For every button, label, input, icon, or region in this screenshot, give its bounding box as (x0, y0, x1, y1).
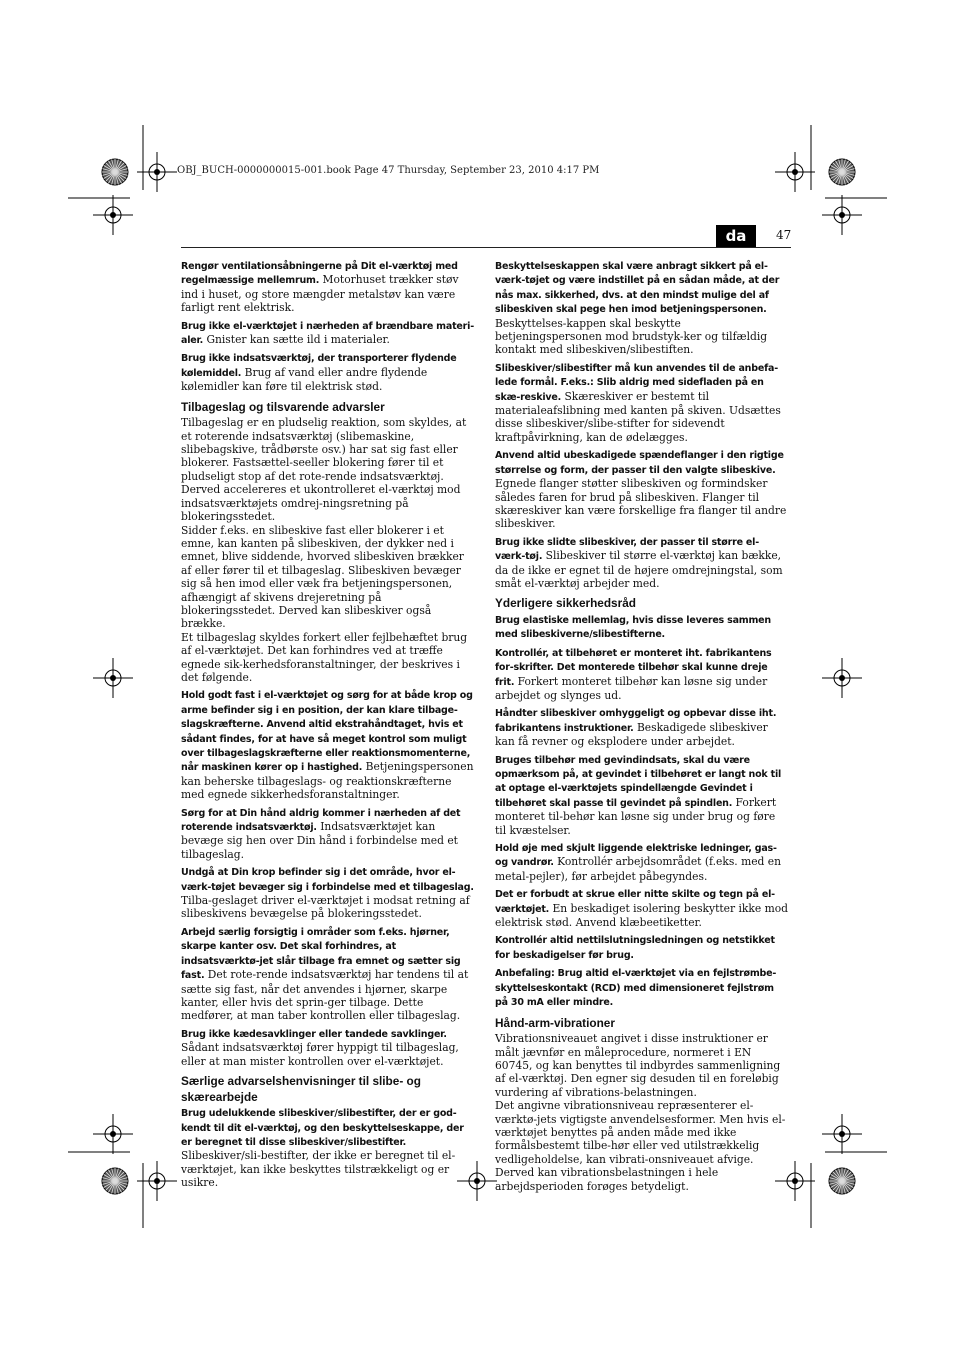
body-text: Forkert monteret til-behør kan løsne sig under brug og føre til kvæstelser. (495, 795, 777, 837)
body-text: Brug af vand eller andre flydende kølemidler kan føre til elektrisk stød. (181, 365, 428, 394)
body-text: Tilba-geslaget driver el-værktøjet i modsat retning af slibeskivens bevægelse på blokeringsstedet. (181, 894, 470, 921)
body-text: Beskadigede slibeskiver kan få revner og eksplodere under arbejdet. (495, 720, 768, 749)
body-text: Det rote-rende indsatsværktøj har tendens til at sætte sig fast, når det anvendes i hjørner, skarpe kanter, eller hvis det sprin-ger tilbage. Dette medfører, at man taber kontrollen eller tilbageslag. (181, 968, 469, 1023)
paragraph (495, 361, 789, 444)
registration-crosshair (787, 164, 803, 180)
paragraph (181, 865, 475, 921)
print-slug: OBJ_BUCH-0000000015-001.book Page 47 Thursday, September 23, 2010 4:17 PM (177, 165, 600, 176)
bold-text: Slibeskiver/slibestifter må kun anvendes til de anbefa-lede formål. F.eks.: Slib aldrig med sidefladen på en skæ-reskive. (495, 362, 778, 403)
registration-crosshair (149, 1173, 165, 1189)
section-heading: Tilbageslag og tilsvarende advarsler (181, 399, 385, 414)
body-text: Egnede flanger støtter slibeskiven og formindsker således faren for brud på slibeskiven. Flanger til skæreskiver kan være forskellige fra flanger til andre slibeskiver. (495, 477, 787, 531)
bold-text: Beskyttelseskappen skal være anbragt sikkert på el-værk-tøjet og være indstillet på en sådan måde, at der nås max. sikkerhed, dvs. at den mindst mulige del af slibeskiven skal pege hen imod betjeningspersonen. (495, 261, 780, 316)
language-badge: da (716, 225, 756, 247)
color-target (829, 159, 855, 185)
bold-text: Anbefaling: Brug altid el-værktøjet via en fejlstrømbe-skyttelseskontakt (RCD) med dimensioneret fejlstrøm på 30 mA eller mindre. (495, 968, 777, 1009)
paragraph (495, 966, 789, 1009)
body-text: Tilbageslag er en pludselig reaktion, som skyldes, at et roterende indsatsværktøj (slibemaskine, slibebagskive, trådbørste osv.) har sat sig fast eller blokerer. Fastsættel-seeller blokering fører til et pludseligt stop af det rote-rende indsatsværktøj. Derved accelereres et ukontrolleret el-værktøj mod indsatsværktøjets omdrej-ningsretning på blokeringsstedet. (181, 416, 467, 524)
paragraph (495, 933, 789, 962)
bold-text: Kontrollér, at tilbehøret er monteret iht. fabrikantens for-skrifter. Det monterede tilbehør skal kunne dreje frit. (495, 647, 772, 688)
body-text: Betjeningspersonen kan beherske tilbageslags- og reaktionskræfterne med egnede sikkerhedsforanstaltninger. (181, 760, 474, 802)
body-text: Indsatsværktøjet kan bevæge sig hen over Din hånd i forbindelse med et tilbageslag. (181, 820, 458, 861)
bold-text: Brug udelukkende slibeskiver/slibestifter, der er god-kendt til dit el-værktøj, og den beskyttelseskappe, der er beregnet til disse slibeskiver/slibestifter. (181, 1108, 464, 1148)
body-text: Det angivne vibrationsniveau repræsenterer el-værktø-jets vigtigste anvendelsesformer. Men hvis el-værktøjet benyttes på anden måde med ikke formålsbestemt tilbe-hør eller ved utilstrækkelig vedligeholdelse, kan vibrati-onsniveauet afvige. Derved kan vibrationsbelastningen i hele arbejdsperioden forøges betydeligt. (495, 1099, 786, 1193)
registration-crosshair (105, 670, 121, 686)
body-text: Slibeskiver/sli-bestifter, der ikke er beregnet til el-værktøjet, kan ikke beskyttes tilstrækkeligt og er usikre. (181, 1149, 456, 1190)
paragraph (495, 535, 789, 591)
body-text: Motorhuset trækker støv ind i huset, og store mængder metalstøv kan være farligt rent elektrisk. (181, 273, 459, 315)
paragraph (495, 259, 789, 357)
bold-text: Hold godt fast i el-værktøjet og sørg for at både krop og arme befinder sig i en position, der kan klare tilbage-slagskræfterne. Anvend altid ekstrahåndtaget, hvis et sådant findes, for at have så meget kontrol som muligt over tilbageslagskræfterne eller reaktionsmomenterne, når maskinen kører op i hastighed. (181, 690, 473, 774)
paragraph (495, 887, 789, 929)
paragraph (495, 613, 789, 642)
paragraph (181, 416, 475, 523)
color-target (102, 159, 128, 185)
bold-text: Sørg for at Din hånd aldrig kommer i nærheden af det roterende indsatsværktøj. (181, 807, 461, 834)
registration-crosshair (105, 207, 121, 223)
paragraph (181, 1106, 475, 1189)
paragraph (181, 1027, 475, 1068)
body-text: Skæreskiver er bestemt til materialeafslibning med kanten på skiven. Udsættes disse slibeskiver/slibe-stifter for sidevendt kraftpåvirkning, kan de ødelægges. (495, 389, 781, 444)
bold-text: Håndter slibeskiver omhyggeligt og opbevar disse iht. fabrikantens instruktioner. (495, 708, 777, 734)
bold-text: Det er forbudt at skrue eller nitte skilte og tegn på el-værktøjet. (495, 889, 775, 915)
paragraph (495, 753, 789, 837)
color-target (102, 1168, 128, 1194)
registration-crosshair (105, 1126, 121, 1142)
paragraph (495, 448, 789, 530)
paragraph (495, 1032, 789, 1099)
registration-crosshair (834, 670, 850, 686)
registration-crosshair (834, 207, 850, 223)
section-heading: Hånd-arm-vibrationer (495, 1015, 615, 1030)
bold-text: Kontrollér altid nettilslutningsledningen og netstikket for beskadigelser før brug. (495, 935, 775, 961)
body-text: Forkert monteret tilbehør kan løsne sig under arbejdet og slynges ud. (495, 674, 768, 702)
body-text: En beskadiget isolering beskytter ikke mod elektrisk stød. Anvend klæbeetiketter. (495, 901, 788, 930)
body-text: Sidder f.eks. en slibeskive fast eller blokerer i et emne, kan kanten på slibeskiven, der dykker ned i emnet, blive siddende, hvorved slibeskiven brækker af eller fører til et tilbageslag. Slibeskiven bevæger sig så hen imod eller væk fra betjeningspersonen, afhængigt af skivens drejeretning på blokeringsstedet. Derved kan slibeskiver også brække. (181, 523, 464, 631)
bold-text: Brug elastiske mellemlag, hvis disse leveres sammen med slibeskiverne/slibestifterne. (495, 614, 771, 641)
body-text: Gnister kan sætte ild i materialer. (203, 333, 390, 347)
paragraph (495, 706, 789, 748)
paragraph (495, 841, 789, 883)
bold-text: Brug ikke slidte slibeskiver, der passer til større el-værk-tøj. (495, 536, 759, 563)
section-heading: Særlige advarselshenvisninger til slibe- og skærearbejde (181, 1073, 421, 1104)
body-text: Beskyttelses-kappen skal beskytte betjeningspersonen mod brudstyk-ker og tilfældig kontakt med slibeskiven/slibestiften. (495, 316, 768, 357)
paragraph (495, 1099, 789, 1193)
section-heading: Yderligere sikkerhedsråd (495, 596, 636, 611)
body-text: Kontrollér arbejdsområdet (f.eks. med en metal-pejler), før arbejdet påbegyndes. (495, 855, 782, 883)
bold-text: Rengør ventilationsåbningerne på Dit el-værktøj med regelmæssige mellemrum. (181, 261, 458, 287)
registration-crosshair (787, 1173, 803, 1189)
body-text: Slibeskiver til større el-værktøj kan bække, da de ikke er egnet til de højere omdrejningstal, som småt el-værktøj arbejder med. (495, 549, 783, 590)
bold-text: Brug ikke kædesavklinger eller tandede savklinger. (181, 1028, 447, 1040)
paragraph (181, 688, 475, 801)
registration-crosshair (149, 164, 165, 180)
paragraph (181, 351, 475, 393)
page-number: 47 (776, 228, 792, 242)
right-column (495, 259, 789, 1197)
paragraph (181, 925, 475, 1023)
paragraph (181, 319, 475, 348)
paragraph (181, 524, 475, 631)
body-text: Et tilbageslag skyldes forkert eller fejlbehæftet brug af el-værktøjet. Det kan forhindres ved at træffe egnede sik-kerhedsforanstaltninger, der beskrives i det følgende. (181, 630, 468, 684)
registration-crosshair (834, 1126, 850, 1142)
color-target (829, 1168, 855, 1194)
paragraph (181, 806, 475, 862)
bold-text: Arbejd særlig forsigtig i områder som f.eks. hjørner, skarpe kanter osv. Det skal forhindres, at indsatsværktø-jet slår tilbage fra emnet og sætter sig fast. (181, 926, 461, 982)
header-rule (181, 247, 791, 248)
bold-text: Brug ikke indsatsværktøj, der transporterer flydende kølemiddel. (181, 353, 457, 379)
bold-text: Undgå at Din krop befinder sig i det område, hvor el-værk-tøjet bevæger sig i forbindelse med et tilbageslag. (181, 867, 474, 893)
paragraph (181, 631, 475, 685)
bold-text: Hold øje med skjult liggende elektriske ledninger, gas- og vandrør. (495, 843, 777, 869)
bold-text: Brug ikke el-værktøjet i nærheden af brændbare materi-aler. (181, 320, 474, 347)
paragraph (181, 259, 475, 315)
bold-text: Anvend altid ubeskadigede spændeflanger i den rigtige størrelse og form, der passer til den valgte slibeskive. (495, 450, 784, 476)
paragraph (495, 646, 789, 703)
body-text: Vibrationsniveauet angivet i disse instruktioner er målt jævnfør en måleprocedure, normeret i EN 60745, og kan benyttes til indbyrdes sammenligning af el-værktøj. Den egner sig desuden til en foreløbig vurdering af vibrations-belastningen. (495, 1032, 781, 1099)
bold-text: Bruges tilbehør med gevindindsats, skal du være opmærksom på, at gevindet i tilbehøret er langt nok til at optage el-værktøjets spindellængde Gevindet i tilbehøret skal passe til gevindet på spindlen. (495, 754, 782, 809)
body-text: Sådant indsatsværktøj fører hyppigt til tilbageslag, eller at man mister kontrollen over el-værktøjet. (181, 1041, 459, 1068)
left-column (181, 259, 475, 1194)
